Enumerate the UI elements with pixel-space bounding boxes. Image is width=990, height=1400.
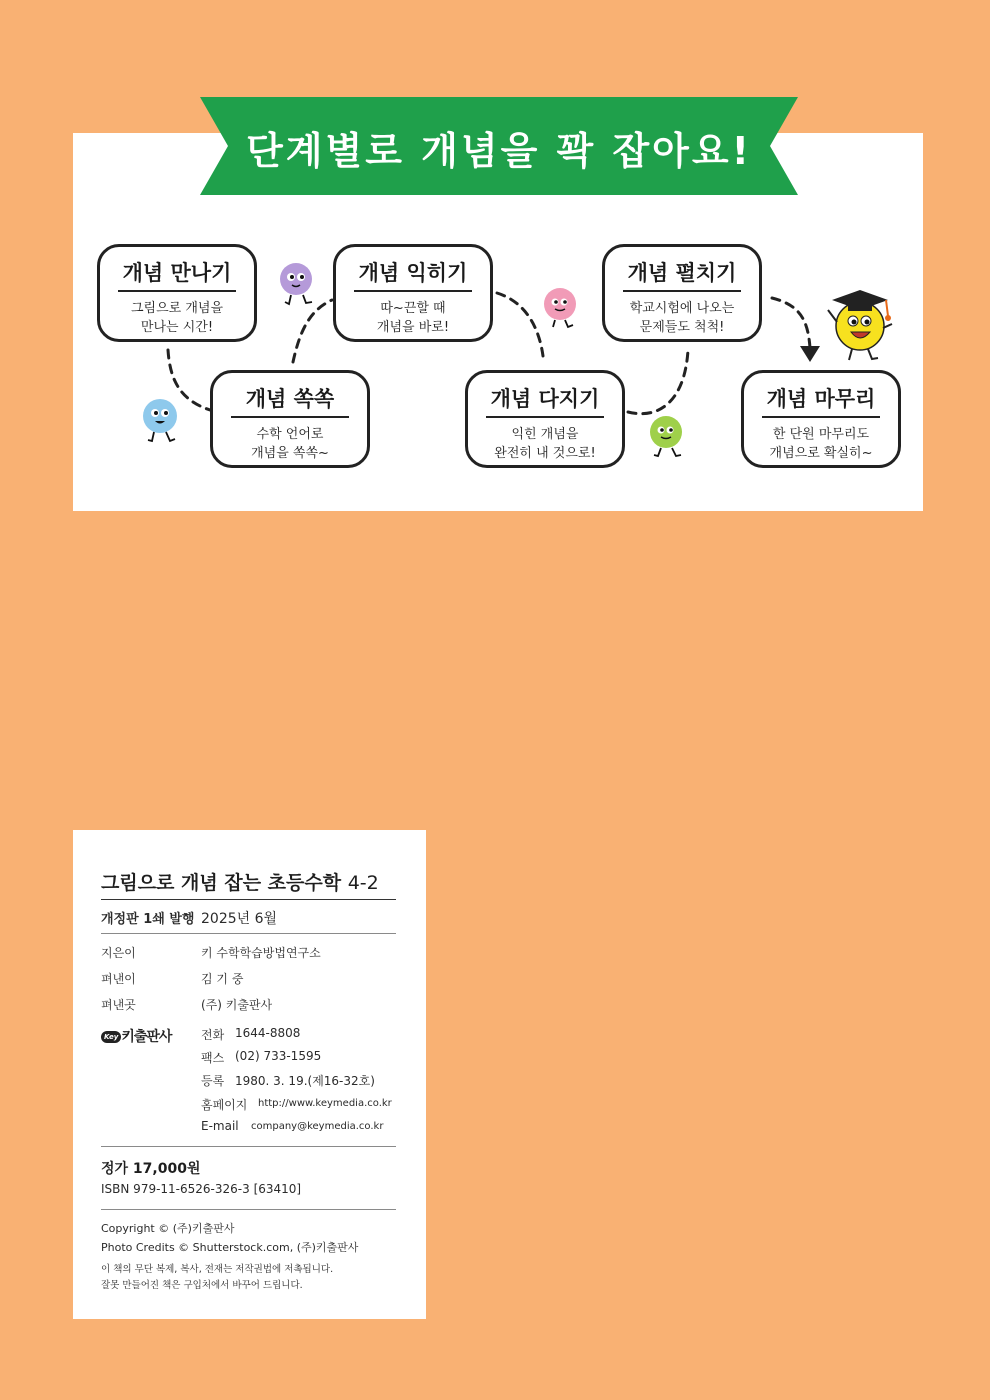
step-description — [100, 299, 254, 337]
fax: (02) 733-1595 — [235, 1049, 322, 1063]
step-desc-line: 개념을 바로! — [376, 320, 450, 335]
step-title: 개념 마무리 — [762, 383, 880, 418]
step-box-strengthen — [465, 370, 625, 468]
step-desc-line: 개념을 쏙쏙~ — [251, 446, 329, 461]
purple-dot-character-icon — [275, 262, 325, 310]
divider — [101, 1146, 396, 1147]
exchange-notice: 잘못 만들어진 책은 구입처에서 바꾸어 드립니다. — [101, 1280, 303, 1291]
banner-title: 단계별로 개념을 꽉 잡아요! — [246, 128, 752, 173]
email-link[interactable]: company@keymedia.co.kr — [251, 1121, 384, 1132]
registration-label: 등록 — [201, 1074, 225, 1088]
publisher-logo — [101, 1026, 171, 1046]
photo-credits: Photo Credits © Shutterstock.com, (주)키출판사 — [101, 1241, 359, 1254]
step-title: 개념 펼치기 — [623, 257, 741, 292]
registration: 1980. 3. 19.(제16-32호) — [235, 1074, 375, 1088]
step-description — [605, 299, 759, 337]
step-title: 개념 익히기 — [354, 257, 472, 292]
fax-label: 팩스 — [201, 1051, 225, 1065]
step-box-practice — [333, 244, 493, 342]
step-title: 개념 만나기 — [118, 257, 236, 292]
graduate-character-icon — [822, 288, 897, 363]
copyright-notice: 이 책의 무단 복제, 복사, 전재는 저작권법에 저촉됩니다. — [101, 1264, 334, 1275]
step-desc-line: 개념으로 확실히~ — [769, 446, 873, 461]
step-desc-line: 학교시험에 나오는 — [629, 301, 735, 316]
step-box-expand — [602, 244, 762, 342]
phone: 1644-8808 — [235, 1026, 301, 1040]
author-label: 지은이 — [101, 946, 136, 960]
step-desc-line: 한 단원 마무리도 — [772, 427, 870, 442]
step-box-meet — [97, 244, 257, 342]
copyright: Copyright © (주)키출판사 — [101, 1222, 235, 1235]
publisher-label: 펴낸곳 — [101, 998, 136, 1012]
publisher: (주) 키출판사 — [201, 998, 273, 1012]
blue-dot-character-icon — [140, 398, 185, 446]
step-description — [336, 299, 490, 337]
phone-label: 전화 — [201, 1028, 225, 1042]
green-dot-character-icon — [647, 415, 689, 460]
step-desc-line: 만나는 시간! — [140, 320, 214, 335]
price: 정가 17,000원 — [101, 1161, 201, 1177]
publisher-person-label: 펴낸이 — [101, 972, 136, 986]
colophon-card — [73, 830, 426, 1319]
book-title-text: 그림으로 개념 잡는 초등수학 — [101, 872, 342, 894]
publisher-person: 김 기 중 — [201, 972, 244, 986]
edition-date: 2025년 6월 — [201, 911, 278, 927]
step-title: 개념 다지기 — [486, 383, 604, 418]
step-desc-line: 완전히 내 것으로! — [494, 446, 596, 461]
step-box-wrapup — [741, 370, 901, 468]
step-desc-line: 따~끈할 때 — [380, 301, 446, 316]
homepage-link[interactable]: http://www.keymedia.co.kr — [258, 1098, 392, 1109]
step-desc-line: 수학 언어로 — [256, 427, 324, 442]
step-box-sokssok — [210, 370, 370, 468]
step-title: 개념 쏙쏙 — [231, 383, 349, 418]
logo-badge: Key — [101, 1031, 121, 1043]
step-desc-line: 문제들도 척척! — [639, 320, 725, 335]
step-desc-line: 그림으로 개념을 — [130, 301, 224, 316]
edition-label: 개정판 1쇄 발행 — [101, 912, 195, 927]
step-description — [213, 425, 367, 463]
step-description — [468, 425, 622, 463]
divider — [101, 1209, 396, 1210]
step-description — [744, 425, 898, 463]
book-title — [101, 868, 379, 895]
email-label: E-mail — [201, 1119, 239, 1133]
homepage-label: 홈페이지 — [201, 1098, 248, 1112]
divider — [101, 899, 396, 900]
pink-dot-character-icon — [540, 287, 582, 332]
author: 키 수학학습방법연구소 — [201, 946, 321, 960]
divider — [101, 933, 396, 934]
isbn: ISBN 979-11-6526-326-3 [63410] — [101, 1182, 302, 1196]
book-grade: 4-2 — [347, 872, 379, 894]
step-desc-line: 익힌 개념을 — [511, 427, 579, 442]
logo-text: 키출판사 — [121, 1029, 172, 1045]
